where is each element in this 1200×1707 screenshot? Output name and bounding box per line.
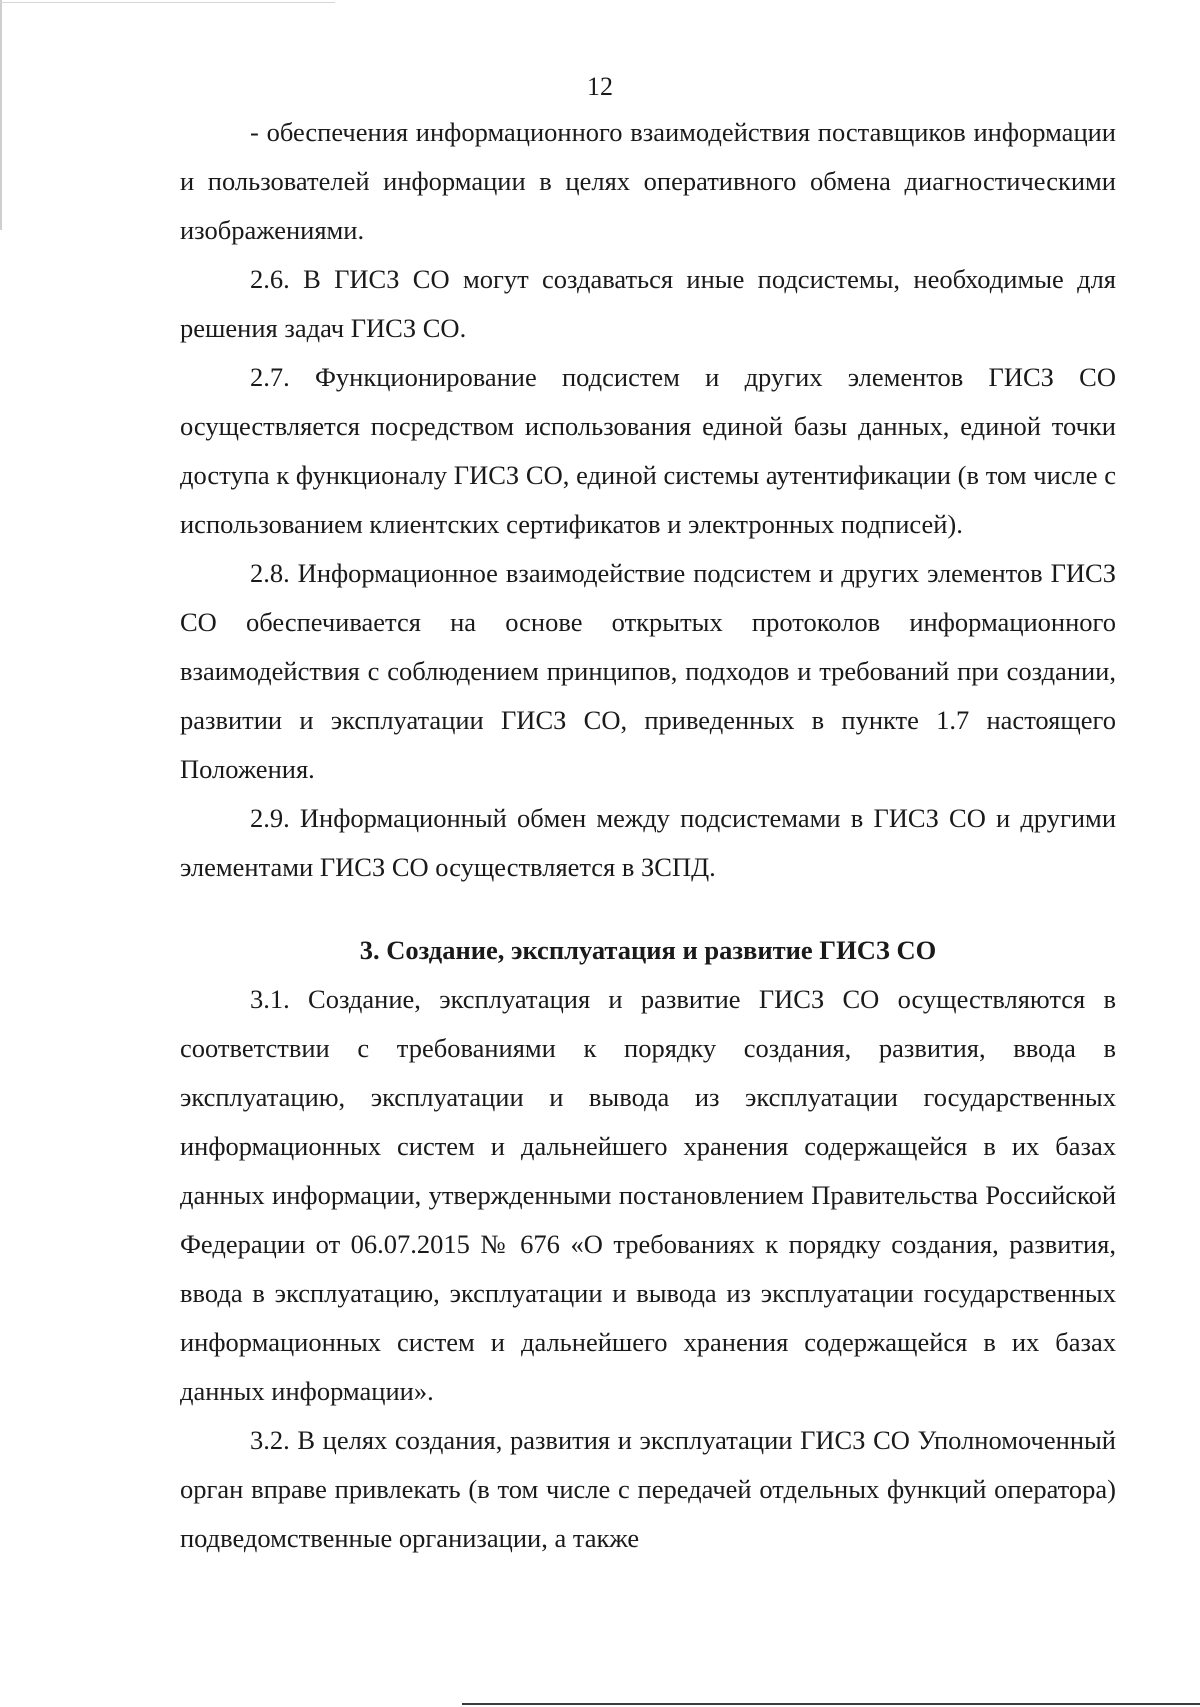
paragraph-3-1: 3.1. Создание, эксплуатация и развитие ГИСЗ СО осуществляются в соответствии с требованиями к порядку создания, развития, ввода в эксплуатацию, эксплуатации и вывода из эксплуатации государственных информационных систем и дальнейшего хранения содержащейся в их базах данных информации, утвержденными постановлением Правительства Российской Федерации от 06.07.2015 № 676 «О требованиях к порядку создания, развития, ввода в эксплуатацию, эксплуатации и вывода из эксплуатации государственных информационных систем и дальнейшего хранения содержащейся в их базах данных информации». bbox=[180, 984, 1116, 1406]
paragraph-2-9: 2.9. Информационный обмен между подсистемами в ГИСЗ СО и другими элементами ГИСЗ СО осуществляется в ЗСПД. bbox=[180, 803, 1116, 882]
scan-edge-bottom bbox=[462, 1703, 1200, 1705]
paragraph-3-2: 3.2. В целях создания, развития и эксплуатации ГИСЗ СО Уполномоченный орган вправе привлекать (в том числе с передачей отдельных функций оператора) подведомственные организации, а также bbox=[180, 1425, 1116, 1553]
document-body bbox=[180, 108, 1116, 1563]
scan-edge-left bbox=[0, 0, 2, 230]
paragraph-2-6: 2.6. В ГИСЗ СО могут создаваться иные подсистемы, необходимые для решения задач ГИСЗ СО. bbox=[180, 264, 1116, 343]
paragraph-list-item-diagnostic-images: - обеспечения информационного взаимодействия поставщиков информации и пользователей информации в целях оперативного обмена диагностическими изображениями. bbox=[180, 117, 1116, 245]
section-heading: 3. Создание, эксплуатация и развитие ГИСЗ СО bbox=[359, 935, 937, 965]
paragraph-2-7: 2.7. Функционирование подсистем и других элементов ГИСЗ СО осуществляется посредством использования единой базы данных, единой точки доступа к функционалу ГИСЗ СО, единой системы аутентификации (в том числе с использованием клиентских сертификатов и электронных подписей). bbox=[180, 362, 1116, 539]
paragraph-2-8: 2.8. Информационное взаимодействие подсистем и других элементов ГИСЗ СО обеспечивается на основе открытых протоколов информационного взаимодействия с соблюдением принципов, подходов и требований при создании, развитии и эксплуатации ГИСЗ СО, приведенных в пункте 1.7 настоящего Положения. bbox=[180, 558, 1116, 784]
page-number: 12 bbox=[587, 72, 613, 101]
scan-edge-top bbox=[0, 2, 335, 3]
